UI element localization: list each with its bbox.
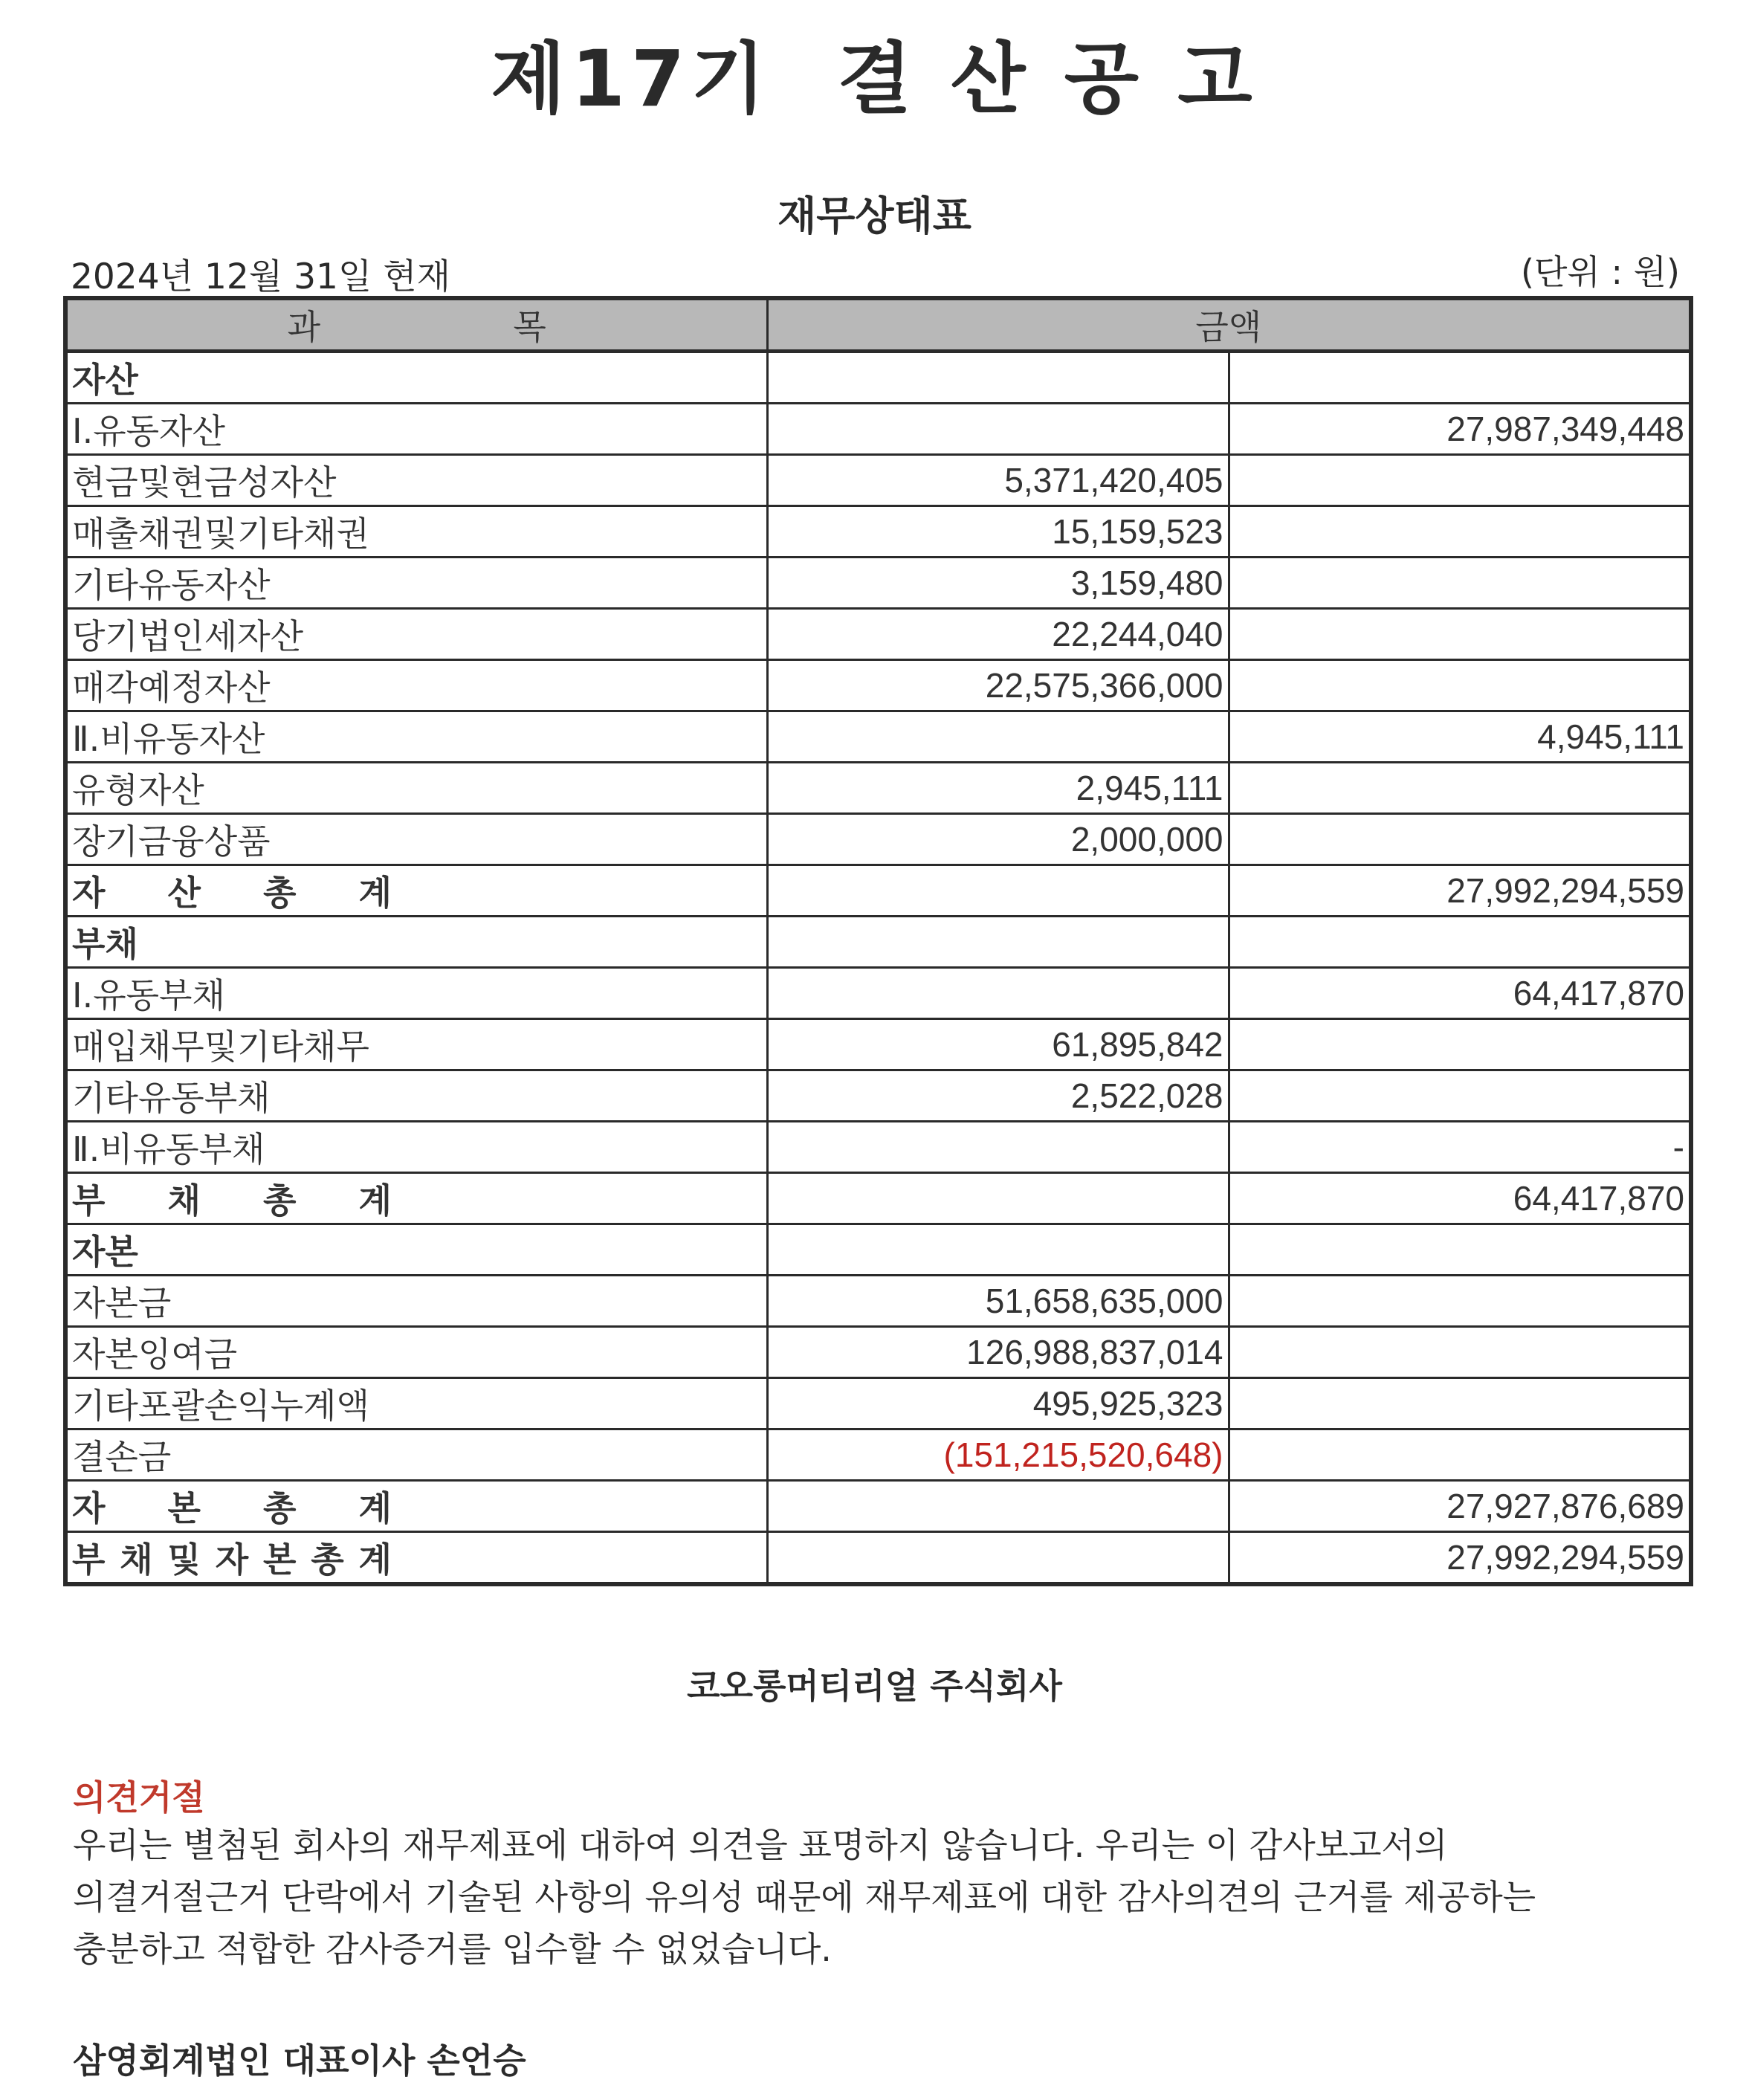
total-label-char: 계 <box>358 1540 392 1580</box>
total-label-char: 자 <box>72 873 106 913</box>
total-amount: 27,987,349,448 <box>1229 404 1691 455</box>
table-row <box>65 1276 1691 1327</box>
total-label-char: 채 <box>120 1540 153 1580</box>
table-row <box>65 763 1691 814</box>
table-row <box>65 814 1691 865</box>
opinion-line: 의결거절근거 단락에서 기술된 사항의 유의성 때문에 재무제표에 대한 감사의견의 근거를 제공하는 <box>73 1877 1536 1917</box>
table-row <box>65 609 1691 660</box>
row-label: 매각예정자산 <box>65 660 767 711</box>
total-amount: 27,992,294,559 <box>1229 865 1691 917</box>
total-amount: 27,927,876,689 <box>1229 1481 1691 1532</box>
table-row <box>65 455 1691 506</box>
table-header-row <box>65 298 1691 352</box>
total-label-char: 부 <box>72 1180 106 1221</box>
row-label: 결손금 <box>65 1429 767 1481</box>
row-label: 매출채권및기타채권 <box>65 506 767 558</box>
row-label: 매입채무및기타채무 <box>65 1019 767 1070</box>
detail-amount <box>767 711 1229 763</box>
opinion-body <box>73 1819 1708 1975</box>
table-row <box>65 1378 1691 1429</box>
detail-amount: 22,575,366,000 <box>767 660 1229 711</box>
total-amount <box>1229 609 1691 660</box>
total-amount <box>1229 1276 1691 1327</box>
detail-amount: 126,988,837,014 <box>767 1327 1229 1378</box>
detail-amount: (151,215,520,648) <box>767 1429 1229 1481</box>
header-subject-b: 목 <box>513 307 546 347</box>
total-label-char: 총 <box>263 1488 297 1528</box>
total-label-char: 총 <box>263 1180 297 1221</box>
total-label-char: 계 <box>358 1488 392 1528</box>
row-label: 기타포괄손익누계액 <box>65 1378 767 1429</box>
row-label: 자산 <box>65 352 767 404</box>
detail-amount <box>767 1173 1229 1224</box>
total-amount <box>1229 352 1691 404</box>
total-amount: - <box>1229 1122 1691 1173</box>
total-label-char: 및 <box>167 1540 201 1580</box>
row-label: 자본잉여금 <box>65 1327 767 1378</box>
opinion-line: 충분하고 적합한 감사증거를 입수할 수 없었습니다. <box>73 1929 832 1969</box>
total-amount <box>1229 1378 1691 1429</box>
table-row <box>65 1481 1691 1532</box>
detail-amount <box>767 1224 1229 1276</box>
header-subject <box>65 298 767 352</box>
table-row <box>65 1532 1691 1585</box>
row-label <box>65 1481 767 1532</box>
row-label: 기타유동부채 <box>65 1070 767 1122</box>
table-row <box>65 968 1691 1019</box>
total-amount <box>1229 917 1691 968</box>
table-row <box>65 865 1691 917</box>
total-amount <box>1229 814 1691 865</box>
total-amount: 64,417,870 <box>1229 968 1691 1019</box>
total-amount <box>1229 506 1691 558</box>
total-label-char: 자 <box>72 1488 106 1528</box>
row-label: Ⅱ.비유동부채 <box>65 1122 767 1173</box>
total-label-char: 총 <box>311 1540 344 1580</box>
row-label: 당기법인세자산 <box>65 609 767 660</box>
table-row <box>65 1070 1691 1122</box>
table-row <box>65 1429 1691 1481</box>
notice-title: 제17기 결 산 공 고 <box>491 33 1258 124</box>
row-label: 유형자산 <box>65 763 767 814</box>
total-label-char: 채 <box>167 1180 201 1221</box>
detail-amount <box>767 1122 1229 1173</box>
total-amount <box>1229 1224 1691 1276</box>
detail-amount: 61,895,842 <box>767 1019 1229 1070</box>
total-amount: 4,945,111 <box>1229 711 1691 763</box>
total-amount <box>1229 763 1691 814</box>
row-label <box>65 865 767 917</box>
row-label: Ⅰ.유동자산 <box>65 404 767 455</box>
table-body <box>65 352 1691 1585</box>
header-subject-a: 과 <box>287 307 321 347</box>
row-label: 자본금 <box>65 1276 767 1327</box>
total-amount <box>1229 558 1691 609</box>
detail-amount: 3,159,480 <box>767 558 1229 609</box>
table-row <box>65 1224 1691 1276</box>
detail-amount <box>767 352 1229 404</box>
statement-title: 재무상태표 <box>777 193 972 239</box>
table-row <box>65 1122 1691 1173</box>
total-amount: 27,992,294,559 <box>1229 1532 1691 1585</box>
detail-amount: 2,000,000 <box>767 814 1229 865</box>
auditor-signature: 삼영회계법인 대표이사 손언승 <box>73 2041 526 2081</box>
total-label-char: 부 <box>72 1540 106 1580</box>
detail-amount <box>767 968 1229 1019</box>
row-label <box>65 1173 767 1224</box>
detail-amount: 5,371,420,405 <box>767 455 1229 506</box>
total-amount <box>1229 1429 1691 1481</box>
table-row <box>65 660 1691 711</box>
detail-amount <box>767 1481 1229 1532</box>
unit-label: (단위 : 원) <box>1521 252 1680 292</box>
row-label <box>65 1532 767 1585</box>
row-label: 자본 <box>65 1224 767 1276</box>
table-row <box>65 352 1691 404</box>
balance-sheet-table <box>63 296 1693 1586</box>
table-row <box>65 1173 1691 1224</box>
detail-amount: 2,522,028 <box>767 1070 1229 1122</box>
total-label-char: 본 <box>167 1488 201 1528</box>
detail-amount: 22,244,040 <box>767 609 1229 660</box>
total-label-char: 산 <box>167 873 201 913</box>
detail-amount: 51,658,635,000 <box>767 1276 1229 1327</box>
row-label: 기타유동자산 <box>65 558 767 609</box>
detail-amount <box>767 1532 1229 1585</box>
total-amount <box>1229 1327 1691 1378</box>
table-row <box>65 506 1691 558</box>
total-label-char: 계 <box>358 1180 392 1221</box>
detail-amount: 495,925,323 <box>767 1378 1229 1429</box>
row-label: Ⅰ.유동부채 <box>65 968 767 1019</box>
row-label: 부채 <box>65 917 767 968</box>
row-label: 현금및현금성자산 <box>65 455 767 506</box>
row-label: Ⅱ.비유동자산 <box>65 711 767 763</box>
company-name: 코오롱머티리얼 주식회사 <box>687 1666 1062 1706</box>
total-label-char: 자 <box>215 1540 249 1580</box>
table-row <box>65 404 1691 455</box>
statement-date: 2024년 12월 31일 현재 <box>71 256 451 297</box>
detail-amount <box>767 404 1229 455</box>
table-row <box>65 1327 1691 1378</box>
total-amount <box>1229 1019 1691 1070</box>
opinion-title: 의견거절 <box>73 1777 205 1818</box>
detail-amount: 15,159,523 <box>767 506 1229 558</box>
total-label-char: 계 <box>358 873 392 913</box>
table-row <box>65 711 1691 763</box>
detail-amount <box>767 865 1229 917</box>
header-amount: 금액 <box>767 298 1691 352</box>
detail-amount <box>767 917 1229 968</box>
row-label: 장기금융상품 <box>65 814 767 865</box>
total-amount <box>1229 455 1691 506</box>
detail-amount: 2,945,111 <box>767 763 1229 814</box>
total-amount: 64,417,870 <box>1229 1173 1691 1224</box>
total-label-char: 총 <box>263 873 297 913</box>
total-amount <box>1229 660 1691 711</box>
opinion-line: 우리는 별첨된 회사의 재무제표에 대하여 의견을 표명하지 않습니다. 우리는 이 감사보고서의 <box>73 1825 1448 1865</box>
total-amount <box>1229 1070 1691 1122</box>
table-row <box>65 917 1691 968</box>
table-row <box>65 558 1691 609</box>
table-row <box>65 1019 1691 1070</box>
total-label-char: 본 <box>263 1540 297 1580</box>
